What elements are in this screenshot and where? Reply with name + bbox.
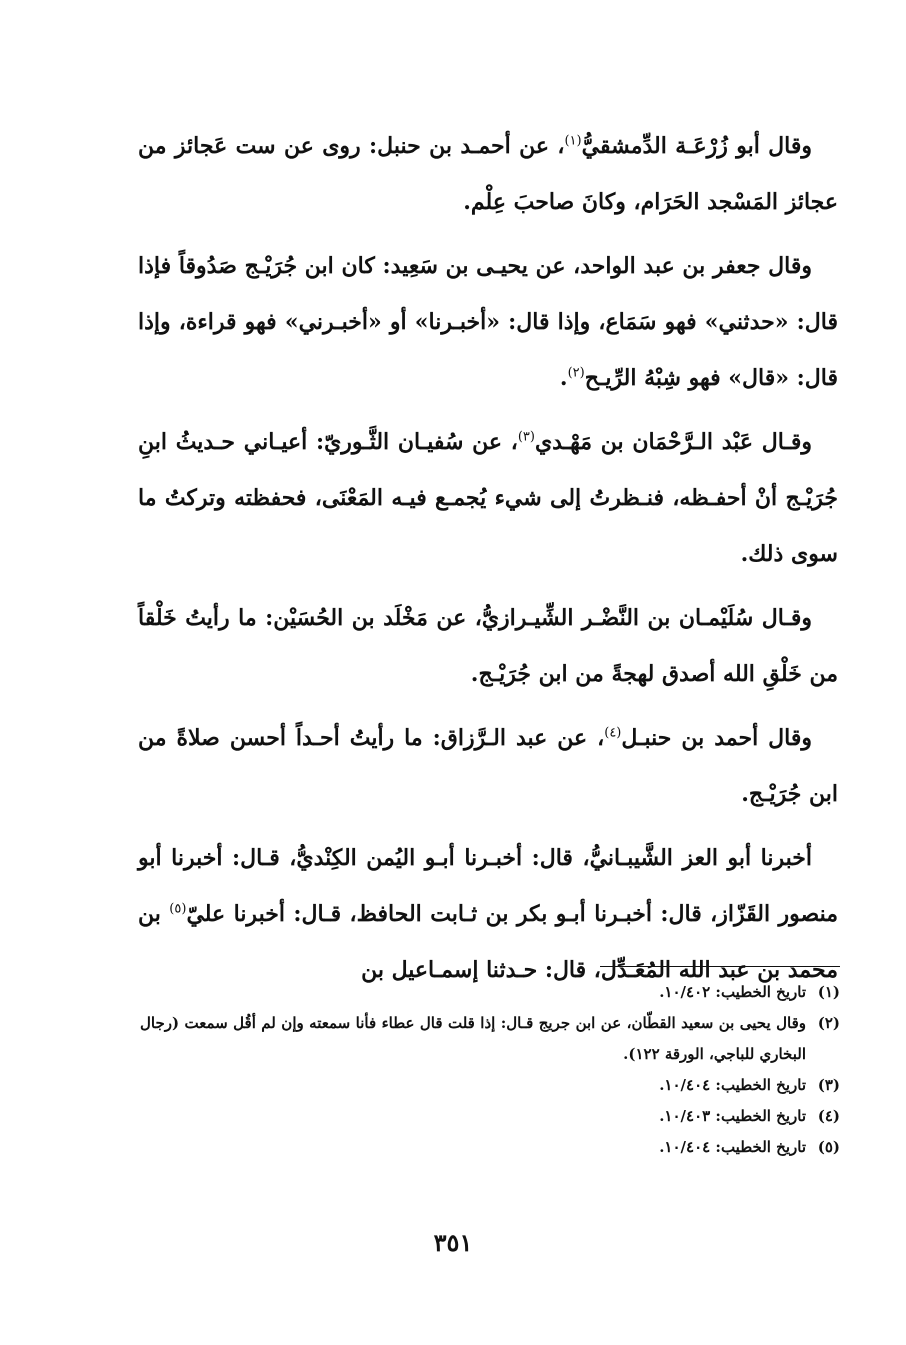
paragraph-text: ، عن عبد الـرَّزاق: ما رأيتُ أحـداً أحسن صلاةً من ابن جُرَيْـج. xyxy=(138,725,838,807)
paragraph-text: وقـال سُلَيْمـان بن النَّضْـر الشِّيـرازيُّ، عن مَخْلَد بن الحُسَيْن: ما رأيتُ خَلْقاً من خَلْقِ الله أصدق لهجةً من ابن جُرَيْـج. xyxy=(138,605,838,687)
page-number: ٣٥١ xyxy=(433,1228,473,1257)
footnote-text: تاريخ الخطيب: ١٠/٤٠٤. xyxy=(659,1138,806,1156)
footnote-number: (٤) xyxy=(817,1107,840,1125)
footnote-text: تاريخ الخطيب: ١٠/٤٠٤. xyxy=(659,1076,806,1094)
paragraph-text: أخبرنا أبو العز الشَّيبـانيُّ، قال: أخبـرنا أبـو اليُمن الكِنْديُّ، قـال: أخبرنا أبو منصور القَزّاز، قال: أخبـرنا أبـو بكر بن ثـابت الحافظ، قـال: أخبرنا عليّ xyxy=(138,845,838,927)
paragraph-text: ، عن سُفيـان الثَّـوريّ: أعيـاني حـديثُ ابنِ جُرَيْـج أنْ أحفـظه، فنـظرتُ إلى شيء يُجمـع فيـه المَعْنَى، فحفظته وتركتُ ما سوى ذلك. xyxy=(138,429,838,567)
footnote-number: (٣) xyxy=(817,1076,840,1094)
footnote-text: تاريخ الخطيب: ١٠/٤٠٣. xyxy=(659,1107,806,1125)
footnote-number: (٢) xyxy=(817,1014,840,1032)
paragraph-isnad xyxy=(138,830,838,998)
footnote-number: (١) xyxy=(817,983,840,1001)
paragraph-abd-al-rahman xyxy=(138,414,838,582)
footnote-5 xyxy=(140,1132,840,1163)
paragraph-abu-zura xyxy=(138,118,838,230)
paragraph-text: وقـال عَبْد الـرَّحْمَان بن مَهْـدي xyxy=(534,429,812,455)
footnote-1 xyxy=(140,977,840,1008)
footnote-ref-3: (٣) xyxy=(517,429,535,445)
paragraph-jafar xyxy=(138,238,838,406)
main-text xyxy=(138,118,838,1006)
paragraph-text: وقال جعفر بن عبد الواحد، عن يحيـى بن سَعِيد: كان ابن جُرَيْـج صَدُوقاً فإذا قال: «حدثني» فهو سَمَاع، وإذا قال: «أخبـرنا» أو «أخبـرني» فهو قراءة، وإذا قال: «قال» فهو شِبْهُ الرِّيـح xyxy=(138,253,838,391)
footnote-3 xyxy=(140,1070,840,1101)
footnote-ref-1: (١) xyxy=(564,133,582,149)
footnote-text: وقال يحيى بن سعيد القطّان، عن ابن جريج قـال: إذا قلت قال عطاء فأنا سمعته وإن لم أقُل سمعت (رجال البخاري للباجي، الورقة ١٢٢). xyxy=(140,1014,806,1063)
paragraph-text: ، عن أحمـد بن حنبل: روى عن ست عَجائز من عجائز المَسْجد الحَرَام، وكانَ صاحبَ عِلْم. xyxy=(138,133,838,215)
paragraph-text: بن محمد بن عبد الله المُعَـدِّل، قال: حـدثنا إسمـاعيل بن xyxy=(138,901,838,983)
footnote-text: تاريخ الخطيب: ١٠/٤٠٢. xyxy=(659,983,806,1001)
paragraph-text: . xyxy=(559,365,568,391)
footnote-ref-4: (٤) xyxy=(604,725,622,741)
footnote-number: (٥) xyxy=(817,1138,840,1156)
footnotes xyxy=(140,977,840,1163)
paragraph-text: وقال أحمد بن حنبـل xyxy=(621,725,813,751)
footnote-separator xyxy=(600,966,840,967)
paragraph-text: وقال أبو زُرْعَـة الدِّمشقيُّ xyxy=(581,133,813,159)
footnote-ref-2: (٢) xyxy=(567,365,585,381)
paragraph-ahmad xyxy=(138,710,838,822)
footnote-4 xyxy=(140,1101,840,1132)
footnote-ref-5: (٥) xyxy=(169,901,187,917)
paragraph-sulayman xyxy=(138,590,838,702)
footnote-2 xyxy=(140,1008,840,1070)
